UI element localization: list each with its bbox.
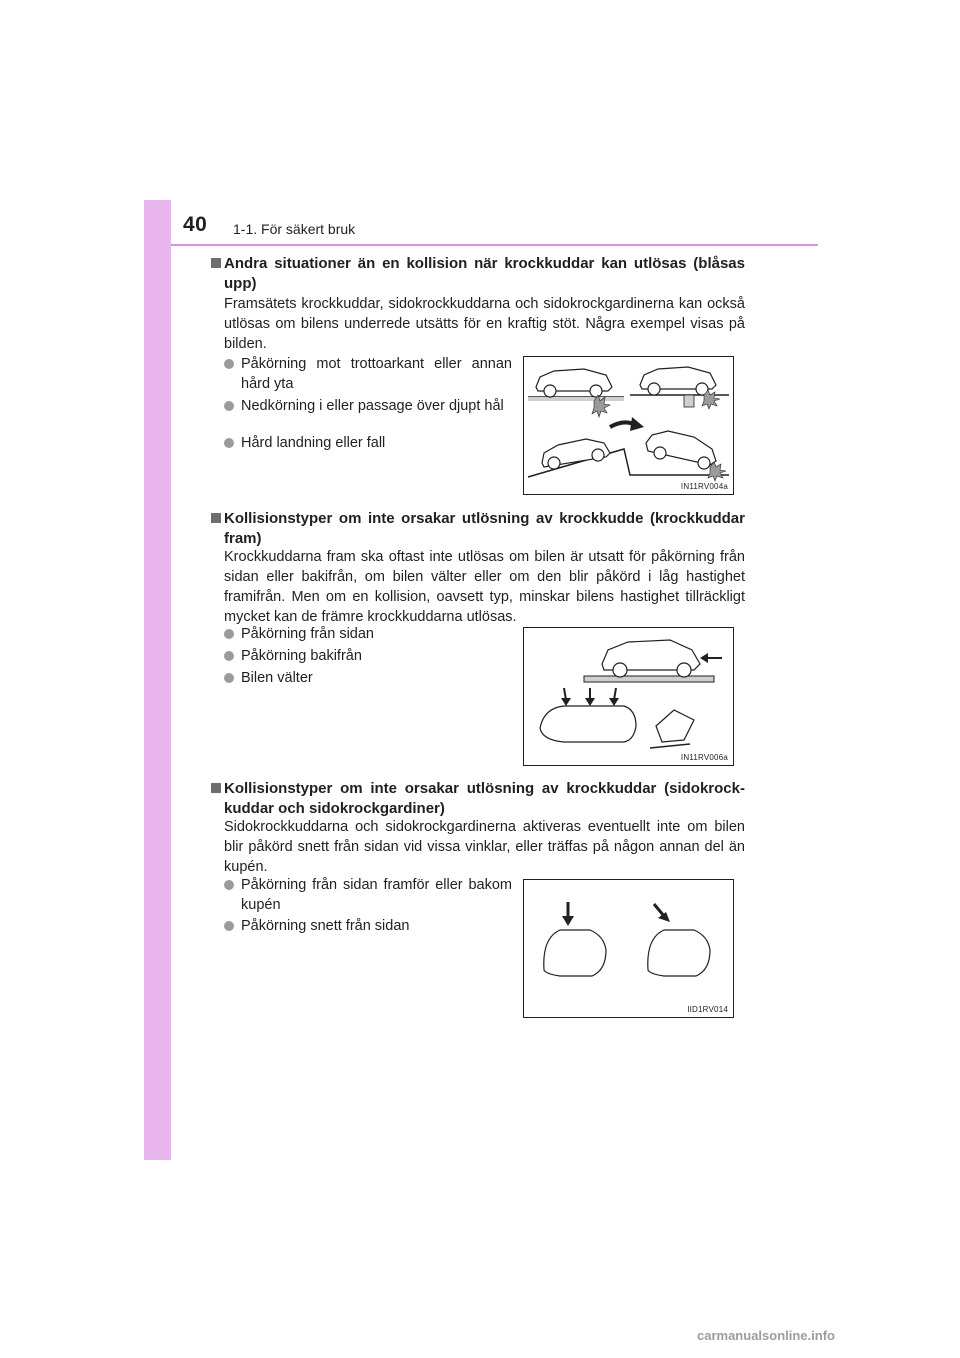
circle-bullet-icon (224, 921, 234, 931)
list-item: Påkörning snett från sidan (224, 916, 512, 936)
square-bullet-icon (211, 258, 221, 268)
header-divider (171, 244, 818, 246)
section-heading: Kollisionstyper om inte orsakar utlösning av krockkuddar (sidokrock-kuddar och sidokrockgardiner) (211, 779, 745, 819)
figure-code: IN11RV006a (680, 753, 728, 762)
figure-front-airbag-non-deploy (523, 627, 734, 766)
car-illustration-icon (524, 357, 733, 494)
list-item: Påkörning från sidan (224, 624, 512, 644)
car-illustration-icon (524, 628, 733, 765)
section-heading: Andra situationer än en kollision när krockkuddar kan utlösas (blåsas upp) (211, 254, 745, 294)
car-top-view-icon (524, 880, 733, 1017)
chapter-title: 1-1. För säkert bruk (233, 221, 356, 237)
figure-side-airbag-non-deploy (523, 879, 734, 1018)
page-number: 40 (183, 213, 208, 236)
figure-underbody-impact (523, 356, 734, 495)
figure-code: IN11RV004a (680, 482, 728, 491)
list-item: Påkörning mot trottoarkant eller annan hård yta (224, 354, 512, 394)
circle-bullet-icon (224, 438, 234, 448)
chapter-sidebar-band (144, 200, 171, 1160)
circle-bullet-icon (224, 401, 234, 411)
section-heading: Kollisionstyper om inte orsakar utlösning av krockkudde (krockkuddar fram) (211, 509, 745, 549)
list-item: Nedkörning i eller passage över djupt hål (224, 396, 512, 416)
section-body: Krockkuddarna fram ska oftast inte utlösas om bilen är utsatt för påkörning från sidan eller bakifrån, om bilen välter eller om den blir påkörd i låg hastighet framifrån. Men om en kollision, oavsett typ, minskar bilens hastighet tillräckligt mycket kan de främre krockkuddarna utlösas. (224, 549, 745, 625)
circle-bullet-icon (224, 359, 234, 369)
watermark: carmanualsonline.info (697, 1328, 835, 1343)
circle-bullet-icon (224, 880, 234, 890)
figure-code: IID1RV014 (687, 1005, 728, 1014)
square-bullet-icon (211, 513, 221, 523)
section-body: Framsätets krockkuddar, sidokrockkuddarna och sidokrockgardinerna kan också utlösas om bilens underrede utsätts för en kraftig stöt. Några exempel visas på bilden. (224, 296, 745, 352)
list-item: Bilen välter (224, 668, 512, 688)
circle-bullet-icon (224, 651, 234, 661)
section-body: Sidokrockkuddarna och sidokrockgardinerna aktiveras eventuellt inte om bilen blir påkörd snett från sidan vid vissa vinklar, eller träffas på någon annan del än kupén. (224, 819, 745, 875)
list-item: Hård landning eller fall (224, 433, 512, 453)
circle-bullet-icon (224, 673, 234, 683)
square-bullet-icon (211, 783, 221, 793)
header-tab (144, 200, 171, 244)
list-item: Påkörning bakifrån (224, 646, 512, 666)
circle-bullet-icon (224, 629, 234, 639)
list-item: Påkörning från sidan framför eller bakom kupén (224, 875, 512, 915)
